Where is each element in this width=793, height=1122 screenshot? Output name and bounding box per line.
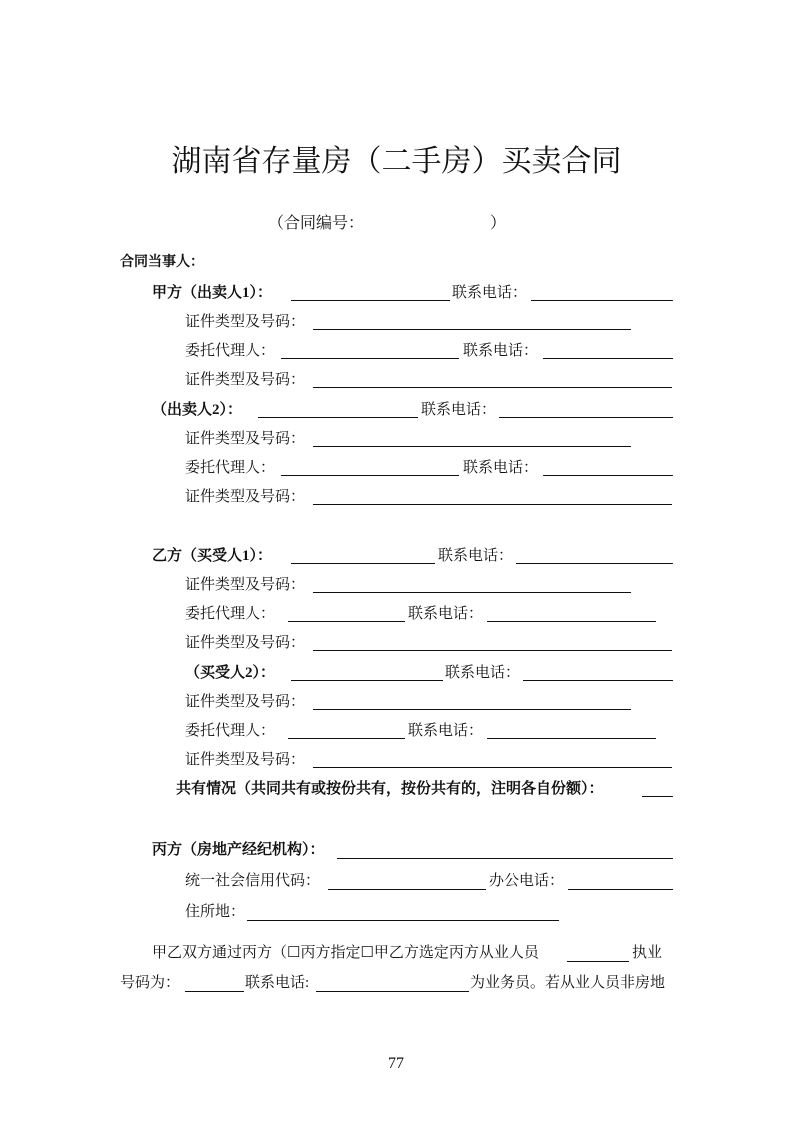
phone-label: 联系电话：	[452, 285, 528, 301]
document-title: 湖南省存量房（二手房）买卖合同	[171, 145, 622, 178]
co-ownership-field[interactable]	[642, 796, 673, 797]
seller2-name-field[interactable]	[258, 417, 418, 418]
seller2-agent-id-field[interactable]	[313, 504, 672, 505]
seller2-label: （出卖人2）：	[152, 402, 243, 418]
id-label: 证件类型及号码：	[185, 694, 306, 710]
buyer1-phone-field[interactable]	[516, 563, 673, 564]
seller1-phone-field[interactable]	[531, 300, 673, 301]
phone-label: 联系电话：	[463, 343, 539, 359]
seller2-phone-field[interactable]	[499, 417, 673, 418]
buyer1-label: 乙方（买受人1）：	[152, 548, 273, 564]
page-number: 77	[388, 1055, 404, 1072]
address-field[interactable]	[247, 920, 559, 921]
seller1-agent-field[interactable]	[281, 358, 459, 359]
phone-label: 联系电话：	[421, 402, 497, 418]
buyer2-label: （买受人2）：	[185, 665, 276, 681]
contract-number-close: ）	[490, 215, 507, 232]
paragraph-phone-label: 联系电话:	[245, 975, 310, 991]
co-ownership-label: 共有情况（共同共有或按份共有，按份共有的，注明各自份额）：	[176, 781, 604, 797]
seller1-agent-phone-field[interactable]	[543, 358, 673, 359]
agent-label: 委托代理人：	[185, 460, 276, 476]
buyer2-id-field[interactable]	[313, 709, 631, 710]
id-label: 证件类型及号码：	[185, 372, 306, 388]
credit-code-label: 统一社会信用代码：	[185, 873, 321, 889]
phone-label: 联系电话：	[463, 460, 539, 476]
phone-label: 联系电话：	[408, 723, 484, 739]
id-label: 证件类型及号码：	[185, 314, 306, 330]
paragraph-line2-end: 为业务员。若从业人员非房地	[470, 975, 666, 991]
id-label: 证件类型及号码：	[185, 752, 306, 768]
practitioner-phone-field[interactable]	[316, 991, 469, 992]
buyer2-agent-field[interactable]	[288, 738, 405, 739]
buyer2-agent-phone-field[interactable]	[487, 738, 656, 739]
buyer2-name-field[interactable]	[291, 680, 443, 681]
buyer1-agent-phone-field[interactable]	[487, 621, 656, 622]
buyer2-agent-id-field[interactable]	[313, 767, 672, 768]
agent-label: 委托代理人：	[185, 606, 276, 622]
practitioner-name-field[interactable]	[567, 961, 629, 962]
seller2-agent-field[interactable]	[281, 475, 459, 476]
id-label: 证件类型及号码：	[185, 431, 306, 447]
phone-label: 联系电话：	[408, 606, 484, 622]
office-phone-field[interactable]	[568, 889, 673, 890]
broker-label: 丙方（房地产经纪机构）：	[152, 842, 325, 858]
seller1-id-field[interactable]	[313, 329, 631, 330]
license-number-field[interactable]	[185, 991, 244, 992]
paragraph-line1-end: 执业	[632, 945, 663, 961]
seller1-name-field[interactable]	[291, 300, 450, 301]
seller2-agent-phone-field[interactable]	[543, 475, 673, 476]
credit-code-field[interactable]	[328, 889, 486, 890]
buyer1-agent-field[interactable]	[288, 621, 405, 622]
address-label: 住所地：	[185, 904, 246, 920]
agent-label: 委托代理人：	[185, 723, 276, 739]
parties-heading: 合同当事人：	[120, 255, 204, 270]
id-label: 证件类型及号码：	[185, 489, 306, 505]
agent-label: 委托代理人：	[185, 343, 276, 359]
broker-name-field[interactable]	[337, 858, 673, 859]
paragraph-line2-start: 号码为：	[120, 975, 181, 991]
office-phone-label: 办公电话：	[489, 873, 565, 889]
seller2-id-field[interactable]	[313, 446, 631, 447]
paragraph-line1: 甲乙双方通过丙方（☐丙方指定☐甲乙方选定丙方从业人员	[152, 945, 539, 961]
phone-label: 联系电话：	[445, 665, 521, 681]
contract-number-label: （合同编号：	[268, 215, 365, 232]
buyer1-name-field[interactable]	[291, 563, 435, 564]
id-label: 证件类型及号码：	[185, 577, 306, 593]
buyer1-agent-id-field[interactable]	[313, 650, 672, 651]
seller1-agent-id-field[interactable]	[313, 387, 672, 388]
id-label: 证件类型及号码：	[185, 635, 306, 651]
seller1-label: 甲方（出卖人1）：	[152, 285, 273, 301]
buyer2-phone-field[interactable]	[523, 680, 673, 681]
phone-label: 联系电话：	[438, 548, 514, 564]
buyer1-id-field[interactable]	[313, 592, 631, 593]
